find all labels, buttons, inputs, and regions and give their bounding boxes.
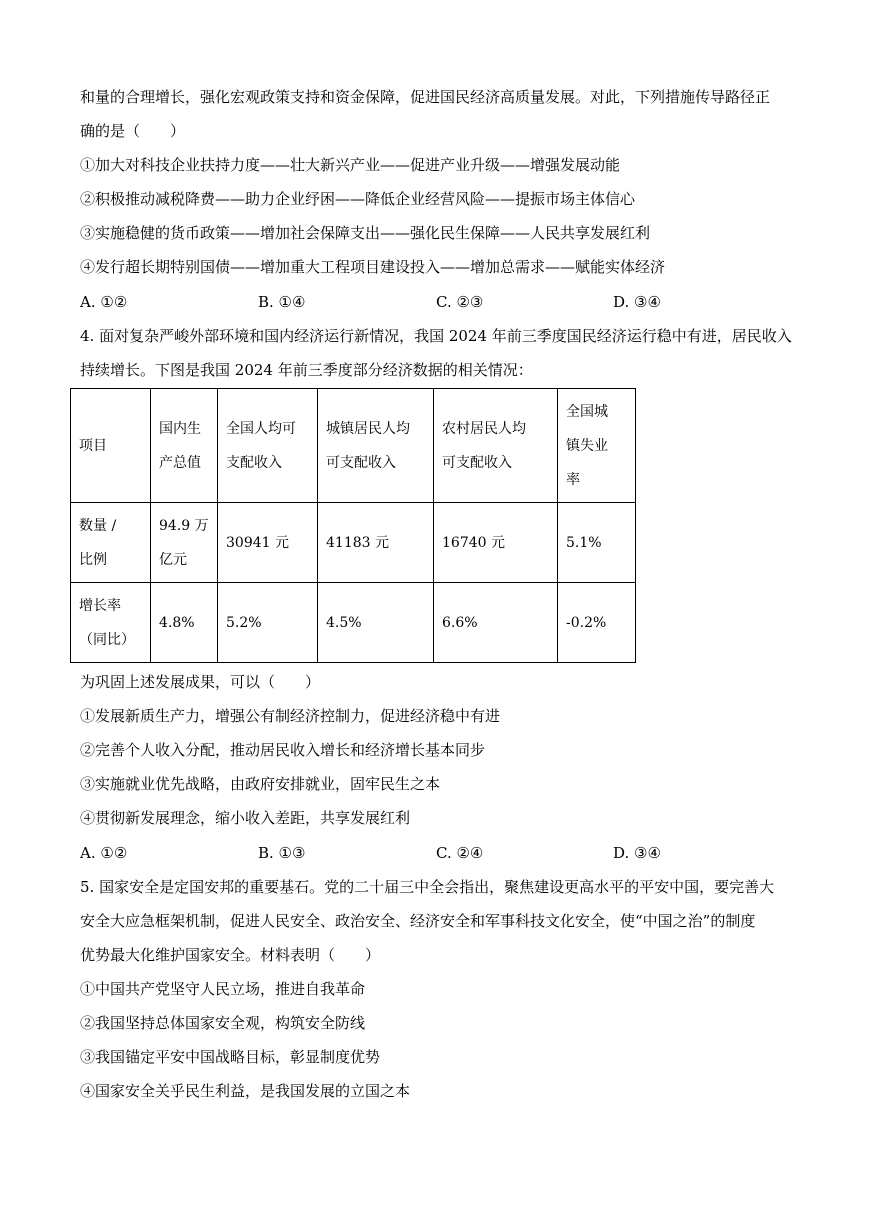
q4-item-2: ②完善个人收入分配，推动居民收入增长和经济增长基本同步 bbox=[80, 741, 486, 759]
table-row-amount bbox=[71, 503, 636, 583]
q4-stem-line-1: 4. 面对复杂严峻外部环境和国内经济运行新情况，我国 2024 年前三季度国民经济运行稳中有进，居民收入 bbox=[80, 327, 792, 345]
q5-stem-line-1: 5. 国家安全是定国安邦的重要基石。党的二十届三中全会指出，聚焦建设更高水平的平安中国，要完善大 bbox=[80, 878, 775, 896]
growth-urban-income: 4.5% bbox=[318, 583, 434, 663]
amount-gdp: 94.9 万 亿元 bbox=[151, 503, 218, 583]
q3-stem-line-2: 确的是（ ） bbox=[80, 122, 186, 140]
economic-data-table bbox=[70, 388, 636, 663]
growth-rural-income: 6.6% bbox=[434, 583, 558, 663]
q4-options bbox=[80, 843, 780, 863]
q3-item-2: ②积极推动减税降费——助力企业纾困——降低企业经营风险——提振市场主体信心 bbox=[80, 190, 636, 208]
header-item: 项目 bbox=[71, 389, 151, 503]
q5-item-4: ④国家安全关乎民生利益，是我国发展的立国之本 bbox=[80, 1082, 411, 1100]
growth-unemployment: -0.2% bbox=[558, 583, 636, 663]
q3-stem-line-1: 和量的合理增长，强化宏观政策支持和资金保障，促进国民经济高质量发展。对此，下列措施传导路径正 bbox=[80, 88, 771, 106]
table-header-row bbox=[71, 389, 636, 503]
q3-item-4: ④发行超长期特别国债——增加重大工程项目建设投入——增加总需求——赋能实体经济 bbox=[80, 258, 666, 276]
q3-option-c[interactable]: C. ②③ bbox=[436, 293, 484, 311]
q5-item-1: ①中国共产党坚守人民立场，推进自我革命 bbox=[80, 980, 366, 998]
q3-option-b[interactable]: B. ①④ bbox=[258, 293, 306, 311]
q4-item-1: ①发展新质生产力，增强公有制经济控制力，促进经济稳中有进 bbox=[80, 707, 501, 725]
q4-option-a[interactable]: A. ①② bbox=[80, 844, 128, 862]
q5-item-2: ②我国坚持总体国家安全观，构筑安全防线 bbox=[80, 1014, 366, 1032]
q3-options bbox=[80, 292, 780, 312]
q4-option-c[interactable]: C. ②④ bbox=[436, 844, 484, 862]
amount-national-income: 30941 元 bbox=[218, 503, 318, 583]
q3-item-3: ③实施稳健的货币政策——增加社会保障支出——强化民生保障——人民共享发展红利 bbox=[80, 224, 651, 242]
header-gdp: 国内生 产总值 bbox=[151, 389, 218, 503]
growth-national-income: 5.2% bbox=[218, 583, 318, 663]
table-row-growth bbox=[71, 583, 636, 663]
growth-label: 增长率 （同比） bbox=[71, 583, 151, 663]
q5-item-3: ③我国锚定平安中国战略目标，彰显制度优势 bbox=[80, 1048, 381, 1066]
amount-label: 数量 / 比例 bbox=[71, 503, 151, 583]
amount-urban-income: 41183 元 bbox=[318, 503, 434, 583]
q4-item-3: ③实施就业优先战略，由政府安排就业，固牢民生之本 bbox=[80, 775, 441, 793]
amount-unemployment: 5.1% bbox=[558, 503, 636, 583]
q3-option-d[interactable]: D. ③④ bbox=[613, 293, 661, 311]
header-unemployment: 全国城 镇失业 率 bbox=[558, 389, 636, 503]
header-rural-income: 农村居民人均 可支配收入 bbox=[434, 389, 558, 503]
amount-rural-income: 16740 元 bbox=[434, 503, 558, 583]
q4-option-b[interactable]: B. ①③ bbox=[258, 844, 306, 862]
q4-stem-line-2: 持续增长。下图是我国 2024 年前三季度部分经济数据的相关情况： bbox=[80, 361, 533, 379]
growth-gdp: 4.8% bbox=[151, 583, 218, 663]
header-urban-income: 城镇居民人均 可支配收入 bbox=[318, 389, 434, 503]
q4-question: 为巩固上述发展成果，可以（ ） bbox=[80, 673, 321, 691]
q3-option-a[interactable]: A. ①② bbox=[80, 293, 128, 311]
q5-stem-line-3: 优势最大化维护国家安全。材料表明（ ） bbox=[80, 946, 381, 964]
q4-option-d[interactable]: D. ③④ bbox=[613, 844, 661, 862]
q4-item-4: ④贯彻新发展理念，缩小收入差距，共享发展红利 bbox=[80, 809, 411, 827]
q5-stem-line-2: 安全大应急框架机制，促进人民安全、政治安全、经济安全和军事科技文化安全，使“中国之治”的制度 bbox=[80, 912, 756, 930]
q3-item-1: ①加大对科技企业扶持力度——壮大新兴产业——促进产业升级——增强发展动能 bbox=[80, 156, 621, 174]
header-national-income: 全国人均可 支配收入 bbox=[218, 389, 318, 503]
